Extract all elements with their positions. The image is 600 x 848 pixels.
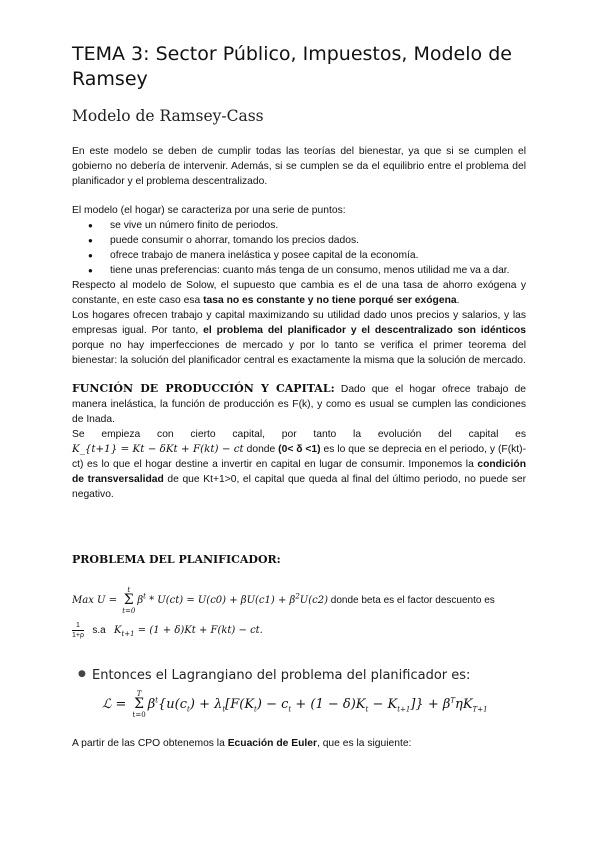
solow-paragraph: Respecto al modelo de Solow, el supuesto que cambia es el de una tasa de ahorro exógena y constante, en este caso esa tasa no es constante y no tiene porqué ser exógena. (72, 280, 526, 306)
list-item: ● ofrece trabajo de manera inelástica y posee capital de la economía. (110, 248, 526, 263)
capital-intro: Se empieza con cierto capital, por tanto la evolución del capital es (72, 429, 526, 440)
planificador-heading: PROBLEMA DEL PLANIFICADOR: (72, 553, 281, 566)
lagrangian-equation: ℒ = T Σ t=0 $\beta^t\{u(c_t) + \lambda_t[F(K_t) - c_t + (1 - \delta)K_t - K_{t+1}]\} + \beta^T\eta K_{T+1}$ (102, 690, 488, 719)
discount-fraction: $\frac{1}{1+\rho}$ (72, 622, 84, 639)
euler-paragraph: A partir de las CPO obtenemos la Ecuación de Euler, que es la siguiente: (72, 738, 412, 749)
points-list (72, 218, 526, 278)
funcion-paragraph: FUNCIÓN DE PRODUCCIÓN Y CAPITAL: Dado que el hogar ofrece trabajo de manera inelástica, la función de producción es F(k), y como es usual se cumplen las condiciones de Inada. (72, 382, 526, 425)
points-intro: El modelo (el hogar) se caracteriza por una serie de puntos: (72, 205, 346, 216)
funcion-heading: FUNCIÓN DE PRODUCCIÓN Y CAPITAL: (72, 382, 335, 395)
sa-label: s.a (92, 625, 106, 637)
page-title: TEMA 3: Sector Público, Impuestos, Modelo de Ramsey (72, 43, 512, 90)
points-section (72, 203, 526, 368)
constraint-equation: $\frac{1}{1+\rho}$ s.a $K_{t+1} = (1 + \delta)Kt + F(kt)$ − ct. (72, 622, 263, 639)
discount-text: donde beta es el factor descuento es (327, 595, 495, 607)
funcion-section (72, 381, 526, 502)
list-item: ● tiene unas preferencias: cuanto más tenga de un consumo, menos utilidad me va a dar. (110, 263, 526, 278)
bullet-icon: ● (78, 669, 86, 679)
hogares-paragraph: Los hogares ofrecen trabajo y capital maximizando su utilidad dado unos precios y salarios, y las empresas igual. Por tanto, el problema del planificador y el descentralizado son idénticos porque no hay imperfecciones de mercado y por lo tanto se verifica el primer teorema del bienestar: la solución del planificador central es exactamente la misma que la solución de mercado. (72, 310, 526, 366)
intro-paragraph: En este modelo se deben de cumplir todas las teorías del bienestar, ya que si se cumplen el gobierno no debería de intervenir. Además, si se cumplen se da el equilibrio entre el problema del planificador y el problema descentralizado. (72, 146, 526, 187)
max-utility-equation: Max U = t Σ t=0 $\beta^t * U(ct) = U(c0) + \beta U(c1) + \beta^2U(c2)$ donde beta es el factor descuento es (72, 586, 495, 615)
list-item: ● puede consumir o ahorrar, tomando los precios dados. (110, 233, 526, 248)
section-title: Modelo de Ramsey-Cass (72, 107, 264, 125)
capital-paragraph: K_{t+1} = Kt − δKt + F(kt) − ct donde (0< δ <1) es lo que se deprecia en el periodo, y (F(kt)-ct) es lo que el hogar destine a invertir en capital en lugar de consumir. Imponemos la condición de transversalidad de que Kt+1>0, el capital que queda al final del último periodo, no puede ser negativo. (72, 443, 527, 500)
lagrange-bullet: ● Entonces el Lagrangiano del problema del planificador es: (78, 668, 471, 683)
list-item: ● se vive un número finito de periodos. (110, 218, 526, 233)
capital-equation: K_{t+1} = Kt − δKt + F(kt) − ct (72, 443, 244, 455)
